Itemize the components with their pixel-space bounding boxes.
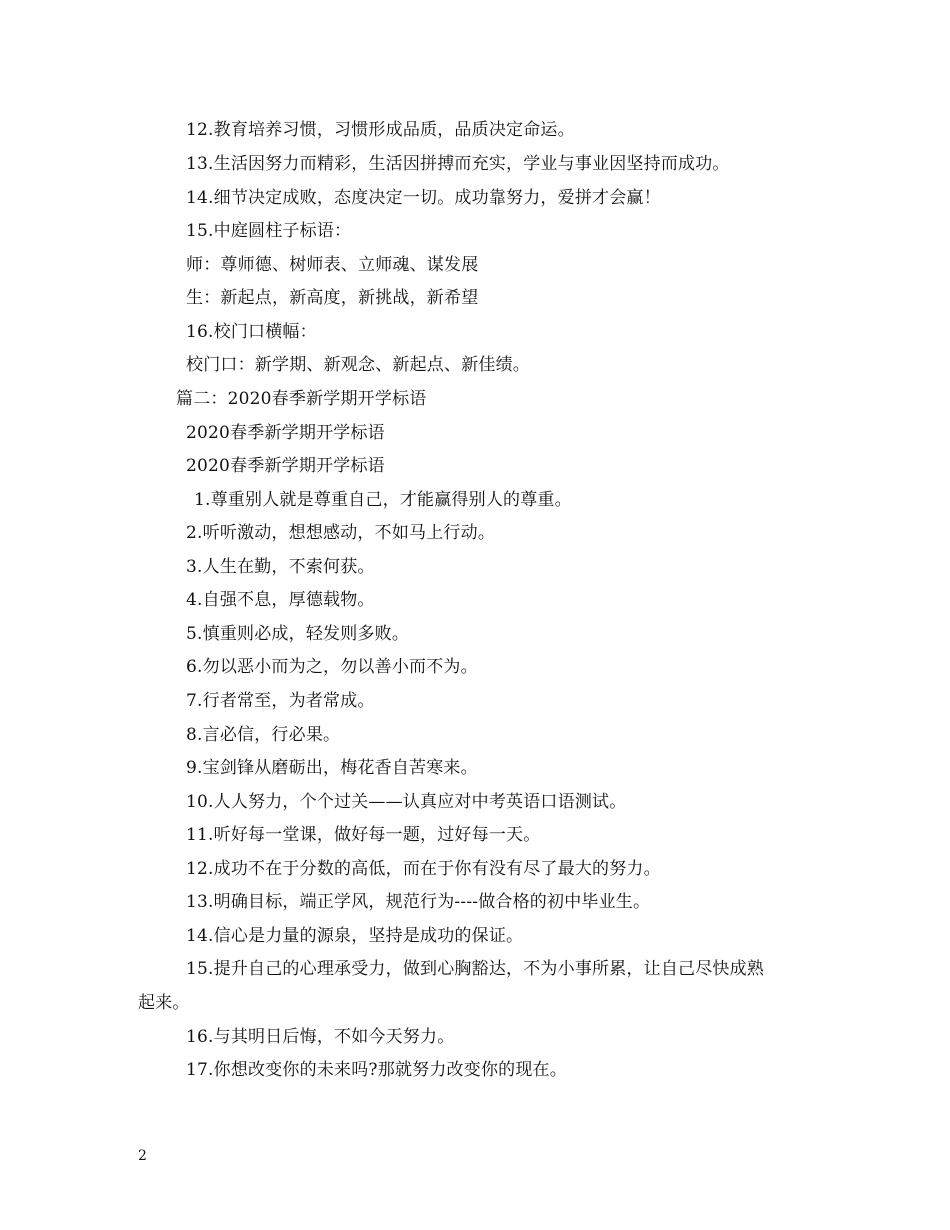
list-item: 5.慎重则必成，轻发则多败。 bbox=[186, 624, 410, 644]
text-line: 12.教育培养习惯，习惯形成品质，品质决定命运。 bbox=[186, 120, 575, 140]
text-line: 13.生活因努力而精彩，生活因拼搏而充实，学业与事业因坚持而成功。 bbox=[186, 154, 730, 174]
list-item: 8.言必信，行必果。 bbox=[186, 725, 341, 745]
section-heading: 篇二：2020春季新学期开学标语 bbox=[176, 389, 427, 409]
list-item: 4.自强不息，厚德载物。 bbox=[186, 590, 375, 610]
list-item: 2.听听激动，想想感动，不如马上行动。 bbox=[186, 523, 496, 543]
list-item: 16.与其明日后悔，不如今天努力。 bbox=[186, 1027, 455, 1047]
text-line: 15.中庭圆柱子标语： bbox=[186, 221, 352, 241]
list-item: 14.信心是力量的源泉，坚持是成功的保证。 bbox=[186, 926, 524, 946]
text-line: 2020春季新学期开学标语 bbox=[186, 423, 385, 443]
list-item-continuation: 起来。 bbox=[138, 993, 190, 1013]
list-item: 1.尊重别人就是尊重自己，才能赢得别人的尊重。 bbox=[194, 490, 572, 510]
text-line: 16.校门口横幅： bbox=[186, 322, 317, 342]
page-number: 2 bbox=[138, 1148, 147, 1164]
text-line: 14.细节决定成败，态度决定一切。成功靠努力，爱拼才会赢！ bbox=[186, 188, 661, 208]
list-item: 6.勿以恶小而为之，勿以善小而不为。 bbox=[186, 657, 478, 677]
list-item: 13.明确目标，端正学风，规范行为----做合格的初中毕业生。 bbox=[186, 892, 651, 912]
text-line: 校门口：新学期、新观念、新起点、新佳绩。 bbox=[186, 355, 530, 375]
list-item: 9.宝剑锋从磨砺出，梅花香自苦寒来。 bbox=[186, 758, 478, 778]
list-item: 11.听好每一堂课，做好每一题，过好每一天。 bbox=[186, 825, 541, 845]
list-item: 7.行者常至，为者常成。 bbox=[186, 691, 375, 711]
text-line: 师：尊师德、树师表、立师魂、谋发展 bbox=[186, 255, 479, 275]
text-line: 2020春季新学期开学标语 bbox=[186, 456, 385, 476]
list-item: 3.人生在勤，不索何获。 bbox=[186, 557, 375, 577]
list-item: 15.提升自己的心理承受力，做到心胸豁达，不为小事所累，让自己尽快成熟 bbox=[186, 959, 765, 979]
list-item: 12.成功不在于分数的高低，而在于你有没有尽了最大的努力。 bbox=[186, 859, 661, 879]
list-item: 17.你想改变你的未来吗?那就努力改变你的现在。 bbox=[186, 1060, 567, 1080]
text-line: 生：新起点，新高度，新挑战，新希望 bbox=[186, 288, 479, 308]
list-item: 10.人人努力，个个过关——认真应对中考英语口语测试。 bbox=[186, 792, 627, 812]
